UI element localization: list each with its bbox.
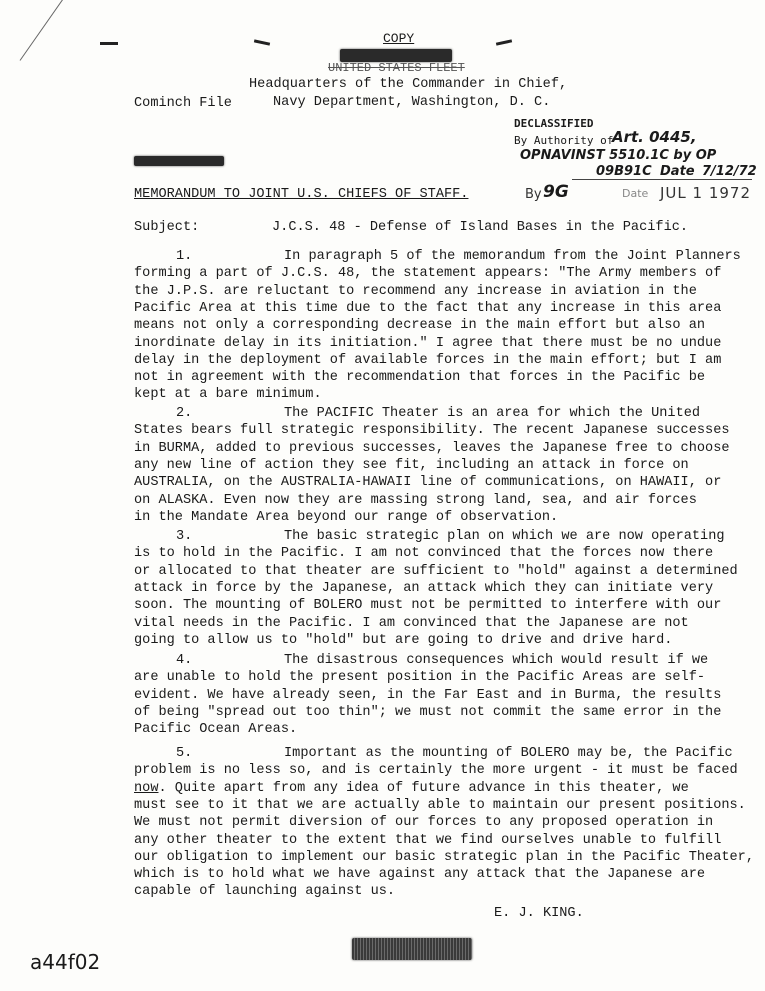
paragraph-line: in BURMA, added to previous successes, leaves the Japanese free to choose: [134, 440, 730, 456]
paragraph-line: Pacific Ocean Areas.: [134, 722, 298, 738]
paragraph-line: which is to hold what we have against any attack that the Japanese are: [134, 867, 706, 883]
paragraph-line: on ALASKA. Even now they are massing strong land, sea, and air forces: [134, 492, 697, 508]
paragraph-line: We must not permit diversion of our forces to any proposed operation in: [134, 815, 714, 831]
pen-stroke-mark: [20, 0, 84, 61]
paragraph-line: means not only a corresponding decrease in the main effort but also an: [134, 318, 706, 334]
paragraph-line: of being "spread out too thin"; we must not commit the same error in the: [134, 704, 722, 720]
paragraph-line: inordinate delay in its initiation." I agree that there must be no undue: [134, 335, 722, 351]
paragraph-number: 3.: [176, 529, 193, 544]
paragraph-line: The basic strategic plan on which we are now operating: [284, 529, 725, 544]
date-stamp: JUL 1 1972: [660, 184, 752, 202]
hq-line-2: Navy Department, Washington, D. C.: [273, 95, 551, 110]
paragraph-number: 4.: [176, 653, 193, 668]
paragraph-line: any new line of action they see fit, including an attack in force on: [134, 457, 689, 473]
date-label: Date: [660, 164, 695, 179]
paragraph-line: the J.P.S. are reluctant to recommend any increase in aviation in the: [134, 283, 697, 299]
paragraph-line: States bears full strategic responsibility. The recent Japanese successes: [134, 423, 730, 439]
paragraph-line: AUSTRALIA, on the AUSTRALIA-HAWAII line of communications, on HAWAII, or: [134, 475, 722, 491]
paragraph-line: our obligation to implement our basic strategic plan in the Pacific Theater,: [134, 849, 754, 865]
opnavinst-handwritten: OPNAVINST 5510.1C by OP: [520, 148, 717, 163]
ink-mark: [100, 42, 118, 45]
paragraph-line: In paragraph 5 of the memorandum from the Joint Planners: [284, 249, 741, 264]
by-initials-handwritten: 9G: [543, 182, 569, 202]
signature: E. J. KING.: [494, 906, 584, 921]
paragraph-line: problem is no less so, and is certainly the more urgent - it must be faced: [134, 763, 738, 779]
paragraph-line: attack in force by the Japanese, an attack which they can initiate very: [134, 580, 714, 596]
paragraph-line: Pacific Area at this time due to the fact that any increase in this area: [134, 300, 722, 316]
paragraph-line: are unable to hold the present position in the Pacific Areas are self-: [134, 670, 706, 686]
paragraph-line: soon. The mounting of BOLERO must not be permitted to interfere with our: [134, 598, 722, 614]
paragraph-line: now. Quite apart from any idea of future advance in this theater, we: [134, 780, 689, 796]
date-handwritten: 7/12/72: [702, 164, 757, 179]
paragraph-line: Important as the mounting of BOLERO may be, the Pacific: [284, 746, 733, 761]
redaction-bar-bottom: [352, 938, 472, 960]
paragraph-line: any other theater to the extent that we find ourselves unable to fulfill: [134, 832, 722, 848]
paragraph-line: in the Mandate Area beyond our range of observation.: [134, 509, 559, 525]
paragraph-number: 2.: [176, 406, 193, 421]
office-code-handwritten: 09B91C: [596, 164, 652, 179]
paragraph-number: 1.: [176, 249, 193, 264]
declass-underline: [572, 179, 752, 180]
paragraph-line: forming a part of J.C.S. 48, the statement appears: "The Army members of: [134, 266, 722, 282]
hq-line-1: Headquarters of the Commander in Chief,: [249, 77, 568, 92]
paragraph-line: capable of launching against us.: [134, 884, 396, 900]
declassified-heading: DECLASSIFIED: [514, 117, 594, 130]
paragraph-number: 5.: [176, 746, 193, 761]
paragraph-line: evident. We have already seen, in the Far East and in Burma, the results: [134, 687, 722, 703]
handwritten-file-note: a44f02: [30, 950, 101, 974]
redacted-heading-text: UNITED STATES FLEET: [328, 61, 465, 75]
paragraph-line: must see to it that we are actually able to maintain our present positions.: [134, 797, 746, 813]
ink-mark: [496, 39, 512, 45]
authority-label: By Authority of: [514, 134, 614, 147]
paragraph-line: kept at a bare minimum.: [134, 387, 322, 403]
paragraph-line: The disastrous consequences which would result if we: [284, 653, 709, 668]
paragraph-line: vital needs in the Pacific. I am convinced that the Japanese are not: [134, 615, 689, 631]
subject-text: J.C.S. 48 - Defense of Island Bases in the Pacific.: [272, 220, 689, 235]
paragraph-line: The PACIFIC Theater is an area for which the United: [284, 406, 701, 421]
paragraph-line: or allocated to that theater are sufficient to "hold" against a determined: [134, 563, 738, 579]
authority-handwritten: Art. 0445,: [612, 128, 697, 146]
cominch-file-label: Cominch File: [134, 96, 232, 111]
ink-mark: [254, 39, 270, 45]
paragraph-line: is to hold in the Pacific. I am not convinced that the forces now there: [134, 546, 714, 562]
paragraph-line: not in agreement with the recommendation that forces in the Pacific be: [134, 370, 706, 386]
by-label: By: [525, 187, 542, 202]
memo-title: MEMORANDUM TO JOINT U.S. CHIEFS OF STAFF.: [134, 187, 469, 202]
redaction-bar-classification: [134, 156, 224, 166]
copy-label: COPY: [383, 31, 415, 46]
subject-label: Subject:: [134, 220, 200, 235]
paragraph-line: delay in the deployment of available forces in the main effort; but I am: [134, 352, 722, 368]
date-stamp-label: Date: [622, 187, 649, 200]
paragraph-line: going to allow us to "hold" but are going to drive and drive hard.: [134, 632, 673, 648]
